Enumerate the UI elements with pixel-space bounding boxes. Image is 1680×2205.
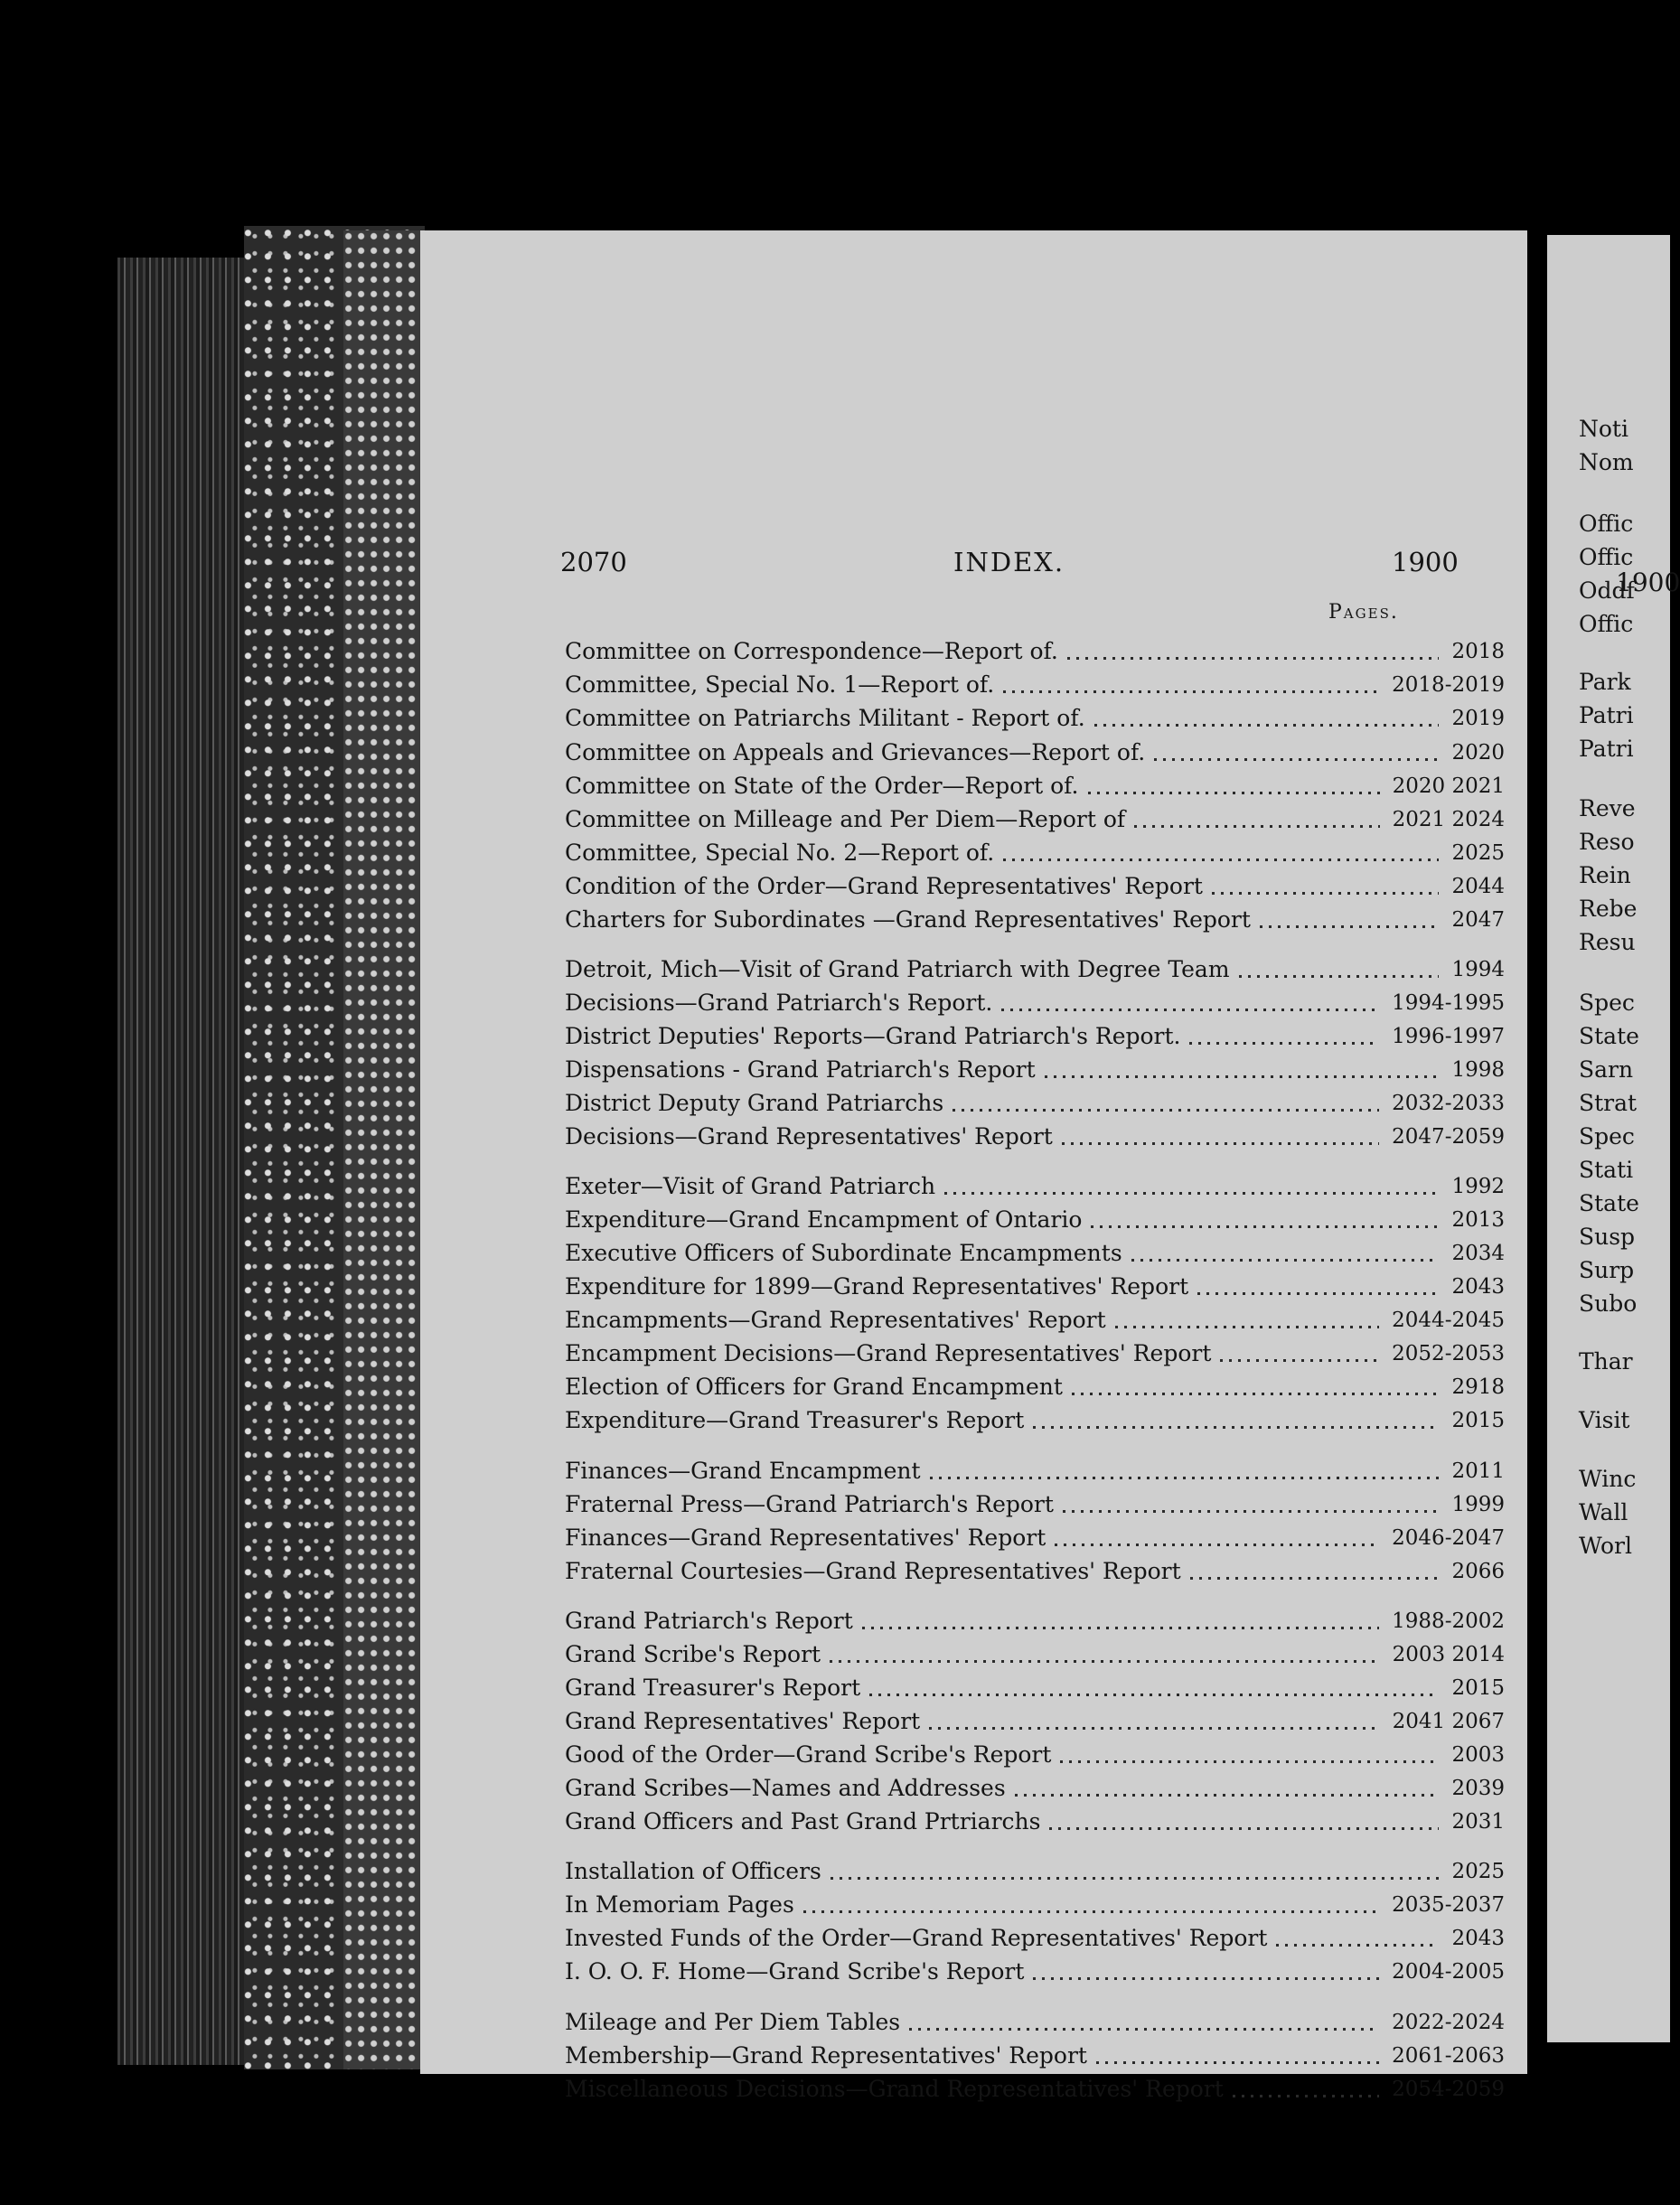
entry-pages: 2044 xyxy=(1451,875,1505,898)
entry-title: Election of Officers for Grand Encampment xyxy=(565,1374,1063,1400)
entry-title: Encampments—Grand Representatives' Report xyxy=(565,1307,1106,1333)
entry-pages: 1994-1995 xyxy=(1392,991,1505,1015)
facing-page-fragment: Visit xyxy=(1579,1407,1630,1433)
leader-dots xyxy=(1190,1577,1439,1580)
leader-dots xyxy=(1239,975,1439,978)
entry-title: District Deputies' Reports—Grand Patriarch's Report. xyxy=(565,1023,1181,1049)
leader-dots xyxy=(1212,892,1439,895)
index-entry xyxy=(565,1121,1505,1153)
entry-title: Grand Officers and Past Grand Prtriarchs xyxy=(565,1808,1041,1834)
entry-title: Expenditure for 1899—Grand Representatives' Report xyxy=(565,1273,1189,1300)
entry-title: Finances—Grand Encampment xyxy=(565,1458,921,1484)
index-entry xyxy=(565,1488,1505,1521)
entry-title: Expenditure—Grand Treasurer's Report xyxy=(565,1407,1025,1433)
leader-dots xyxy=(803,1910,1379,1913)
marbled-edge-strip xyxy=(343,230,425,2069)
entry-pages: 1988-2002 xyxy=(1392,1609,1505,1633)
entry-title: Installation of Officers xyxy=(565,1858,821,1884)
leader-dots xyxy=(1220,1359,1379,1362)
facing-page-fragment: Spec xyxy=(1579,990,1635,1016)
leader-dots xyxy=(1260,925,1439,928)
index-entry xyxy=(565,1522,1505,1554)
facing-page-fragment: State xyxy=(1579,1023,1639,1049)
entry-title: Charters for Subordinates —Grand Representatives' Report xyxy=(565,906,1251,933)
index-entry xyxy=(565,635,1505,668)
index-entry xyxy=(565,1855,1505,1888)
index-entry xyxy=(565,1772,1505,1805)
facing-page-fragment: Reve xyxy=(1579,795,1636,821)
leader-dots xyxy=(1003,859,1439,861)
entry-title: Fraternal Courtesies—Grand Representatives' Report xyxy=(565,1558,1181,1584)
leader-dots xyxy=(1045,1075,1439,1078)
index-entry xyxy=(565,1204,1505,1236)
facing-page-fragment: Rebe xyxy=(1579,896,1638,922)
index-entry xyxy=(565,770,1505,802)
entry-title: Expenditure—Grand Encampment of Ontario xyxy=(565,1206,1083,1233)
facing-page-fragment: Sarn xyxy=(1579,1056,1634,1083)
leader-dots xyxy=(1067,657,1439,660)
entry-pages: 2011 xyxy=(1451,1459,1505,1483)
entry-pages: 2918 xyxy=(1451,1375,1505,1399)
index-entry xyxy=(565,1170,1505,1203)
leader-dots xyxy=(1049,1827,1439,1830)
facing-page-fragment: Noti xyxy=(1579,416,1628,442)
entry-title: Grand Representatives' Report xyxy=(565,1708,921,1734)
leader-dots xyxy=(1197,1292,1439,1295)
leader-dots xyxy=(1233,2095,1379,2097)
entry-title: Grand Treasurer's Report xyxy=(565,1675,861,1701)
leader-dots xyxy=(1131,1259,1439,1262)
facing-page-fragment: Resu xyxy=(1579,929,1636,955)
entry-title: Encampment Decisions—Grand Representatives' Report xyxy=(565,1340,1212,1366)
index-entry xyxy=(565,1237,1505,1270)
entry-title: Grand Scribe's Report xyxy=(565,1641,821,1667)
entry-pages: 2020 xyxy=(1451,741,1505,765)
entry-title: Executive Officers of Subordinate Encampments xyxy=(565,1240,1122,1266)
entry-pages: 1996-1997 xyxy=(1392,1025,1505,1048)
facing-page-fragment: Park xyxy=(1579,669,1631,695)
index-entry xyxy=(565,1087,1505,1120)
leader-dots xyxy=(953,1109,1379,1112)
entry-pages: 2054-2059 xyxy=(1392,2078,1505,2101)
index-entry xyxy=(565,702,1505,735)
entry-title: Decisions—Grand Patriarch's Report. xyxy=(565,990,993,1016)
leader-dots xyxy=(862,1627,1379,1629)
entry-pages: 2018-2019 xyxy=(1392,673,1505,697)
facing-page-fragment: Patri xyxy=(1579,736,1634,762)
entry-pages: 2015 xyxy=(1451,1676,1505,1700)
entry-pages: 1998 xyxy=(1451,1058,1505,1082)
index-entry xyxy=(565,953,1505,986)
index-entry xyxy=(565,837,1505,869)
leader-dots xyxy=(1096,2061,1379,2064)
index-entry xyxy=(565,1705,1505,1738)
entry-pages: 2019 xyxy=(1451,707,1505,730)
index-entry xyxy=(565,904,1505,936)
leader-dots xyxy=(1154,758,1439,761)
index-entry xyxy=(565,1638,1505,1671)
entry-pages: 2044-2045 xyxy=(1392,1309,1505,1332)
entry-title: Mileage and Per Diem Tables xyxy=(565,2009,901,2035)
entry-pages: 2043 xyxy=(1451,1927,1505,1950)
index-entry xyxy=(565,1054,1505,1086)
entry-title: Detroit, Mich—Visit of Grand Patriarch with Degree Team xyxy=(565,956,1230,982)
index-entry xyxy=(565,987,1505,1019)
leader-dots xyxy=(1276,1944,1439,1947)
leader-dots xyxy=(869,1694,1439,1696)
entry-pages: 2015 xyxy=(1451,1409,1505,1432)
entry-pages: 2046-2047 xyxy=(1392,1526,1505,1550)
leader-dots xyxy=(1015,1794,1439,1797)
index-entry xyxy=(565,1956,1505,1988)
index-entry xyxy=(565,1404,1505,1437)
entry-title: Miscellaneous Decisions—Grand Representatives' Report xyxy=(565,2076,1224,2102)
entry-pages: 2061-2063 xyxy=(1392,2044,1505,2068)
leader-dots xyxy=(1062,1142,1379,1145)
leader-dots xyxy=(1115,1326,1379,1328)
page-number: 2070 xyxy=(560,547,627,577)
entry-title: Committee on Patriarchs Militant - Report of. xyxy=(565,705,1085,731)
leader-dots xyxy=(1033,1426,1439,1429)
entry-pages: 2035-2037 xyxy=(1392,1893,1505,1917)
entry-pages: 2003 2014 xyxy=(1392,1643,1505,1666)
facing-page-fragment: Reso xyxy=(1579,829,1635,855)
index-entry xyxy=(565,803,1505,836)
entry-title: Decisions—Grand Representatives' Report xyxy=(565,1123,1053,1149)
entry-title: Committee, Special No. 1—Report of. xyxy=(565,671,995,698)
entry-title: Committee, Special No. 2—Report of. xyxy=(565,840,995,866)
entry-pages: 2043 xyxy=(1451,1275,1505,1299)
running-year: 1900 xyxy=(1392,547,1459,577)
index-entry xyxy=(565,2040,1505,2072)
facing-page-fragment: Surp xyxy=(1579,1257,1635,1283)
entry-pages: 2013 xyxy=(1451,1208,1505,1232)
facing-page-fragment: Stati xyxy=(1579,1157,1634,1183)
index-entry xyxy=(565,1455,1505,1487)
facing-page-fragment: Offic xyxy=(1579,511,1634,537)
entry-pages: 1992 xyxy=(1451,1175,1505,1198)
entry-pages: 2031 xyxy=(1451,1810,1505,1834)
facing-page-fragment: Susp xyxy=(1579,1224,1636,1250)
index-entry xyxy=(565,1337,1505,1370)
leader-dots xyxy=(830,1660,1380,1663)
index-entry xyxy=(565,1605,1505,1637)
entry-title: Committee on State of the Order—Report of. xyxy=(565,773,1079,799)
entry-pages: 1999 xyxy=(1451,1493,1505,1516)
leader-dots xyxy=(929,1727,1380,1730)
entry-pages: 2066 xyxy=(1451,1560,1505,1583)
facing-page-fragment: Winc xyxy=(1579,1466,1637,1492)
entry-title: Grand Scribes—Names and Addresses xyxy=(565,1775,1006,1801)
facing-page-fragment: Spec xyxy=(1579,1123,1635,1149)
leader-dots xyxy=(944,1192,1439,1195)
index-entry xyxy=(565,669,1505,701)
index-entry xyxy=(565,1020,1505,1053)
entry-pages: 1994 xyxy=(1451,958,1505,981)
facing-page-fragment: Offic xyxy=(1579,611,1634,637)
facing-page-fragment: Nom xyxy=(1579,449,1634,475)
leader-dots xyxy=(1033,1977,1379,1980)
index-entry xyxy=(565,1889,1505,1921)
leader-dots xyxy=(1003,690,1379,693)
leader-dots xyxy=(930,1477,1439,1479)
leader-dots xyxy=(1072,1393,1439,1395)
facing-page-fragment: Thar xyxy=(1579,1348,1633,1375)
entry-title: Finances—Grand Representatives' Report xyxy=(565,1525,1046,1551)
entry-title: Fraternal Press—Grand Patriarch's Report xyxy=(565,1491,1054,1517)
entry-title: Membership—Grand Representatives' Report xyxy=(565,2042,1087,2069)
entry-pages: 2003 xyxy=(1451,1743,1505,1767)
facing-page-fragment: Patri xyxy=(1579,702,1634,728)
leader-dots xyxy=(909,2028,1379,2031)
entry-title: I. O. O. F. Home—Grand Scribe's Report xyxy=(565,1958,1025,1984)
entry-title: Invested Funds of the Order—Grand Representatives' Report xyxy=(565,1925,1268,1951)
index-entry xyxy=(565,1304,1505,1337)
index-entry xyxy=(565,1555,1505,1588)
entry-pages: 2025 xyxy=(1451,1860,1505,1883)
entry-pages: 2004-2005 xyxy=(1392,1960,1505,1984)
running-title: INDEX. xyxy=(953,547,1065,577)
entry-pages: 2018 xyxy=(1451,640,1505,663)
leader-dots xyxy=(1094,724,1439,727)
entry-title: Good of the Order—Grand Scribe's Report xyxy=(565,1741,1052,1768)
index-entry xyxy=(565,1672,1505,1704)
index-entry xyxy=(565,1922,1505,1955)
entry-pages: 2032-2033 xyxy=(1392,1092,1505,1115)
facing-page-fragment: Offic xyxy=(1579,544,1634,570)
entry-pages: 2047-2059 xyxy=(1392,1125,1505,1149)
index-entry xyxy=(565,737,1505,769)
leader-dots xyxy=(1189,1042,1379,1045)
entry-title: District Deputy Grand Patriarchs xyxy=(565,1090,944,1116)
index-entry xyxy=(565,1371,1505,1403)
index-entry xyxy=(565,2073,1505,2106)
entry-pages: 2052-2053 xyxy=(1392,1342,1505,1365)
index-entry xyxy=(565,870,1505,903)
leader-dots xyxy=(1055,1544,1379,1546)
index-entry xyxy=(565,1806,1505,1838)
facing-page-fragment: Oddf xyxy=(1579,577,1635,604)
facing-page-year: 1900 xyxy=(1616,568,1680,597)
entry-pages: 2047 xyxy=(1451,908,1505,932)
pages-column-label: Pages. xyxy=(1328,601,1399,624)
facing-page-fragment: Rein xyxy=(1579,862,1631,888)
leader-dots xyxy=(831,1877,1439,1880)
leader-dots xyxy=(1001,1009,1379,1011)
entry-pages: 2039 xyxy=(1451,1777,1505,1800)
entry-title: Committee on Correspondence—Report of. xyxy=(565,638,1058,664)
entry-pages: 2020 2021 xyxy=(1392,774,1505,798)
facing-page-fragment: Worl xyxy=(1579,1533,1632,1559)
index-entry xyxy=(565,1271,1505,1303)
index-page xyxy=(420,230,1527,2102)
leader-dots xyxy=(1063,1510,1439,1513)
facing-page-fragment: Strat xyxy=(1579,1090,1638,1116)
leader-dots xyxy=(1088,792,1380,794)
entry-pages: 2021 2024 xyxy=(1392,808,1505,831)
entry-title: Grand Patriarch's Report xyxy=(565,1608,853,1634)
running-header xyxy=(420,547,1527,583)
entry-title: Committee on Milleage and Per Diem—Report of xyxy=(565,806,1126,832)
entry-pages: 2025 xyxy=(1451,841,1505,865)
entry-title: Dispensations - Grand Patriarch's Report xyxy=(565,1056,1036,1083)
index-entry xyxy=(565,2006,1505,2039)
entry-pages: 2034 xyxy=(1451,1242,1505,1265)
index-entry xyxy=(565,1739,1505,1771)
entry-pages: 2022-2024 xyxy=(1392,2011,1505,2034)
leader-dots xyxy=(1091,1225,1439,1228)
entry-pages: 2041 2067 xyxy=(1392,1710,1505,1733)
entry-title: Exeter—Visit of Grand Patriarch xyxy=(565,1173,936,1199)
facing-page-fragment: Wall xyxy=(1579,1499,1628,1525)
leader-dots xyxy=(1134,825,1380,828)
leader-dots xyxy=(1060,1760,1439,1763)
entry-title: Condition of the Order—Grand Representatives' Report xyxy=(565,873,1203,899)
entry-title: Committee on Appeals and Grievances—Report of. xyxy=(565,739,1146,765)
entry-title: In Memoriam Pages xyxy=(565,1891,794,1918)
facing-page-fragment: Subo xyxy=(1579,1290,1638,1317)
facing-page-fragment: State xyxy=(1579,1190,1639,1216)
facing-page xyxy=(1547,235,1680,2042)
